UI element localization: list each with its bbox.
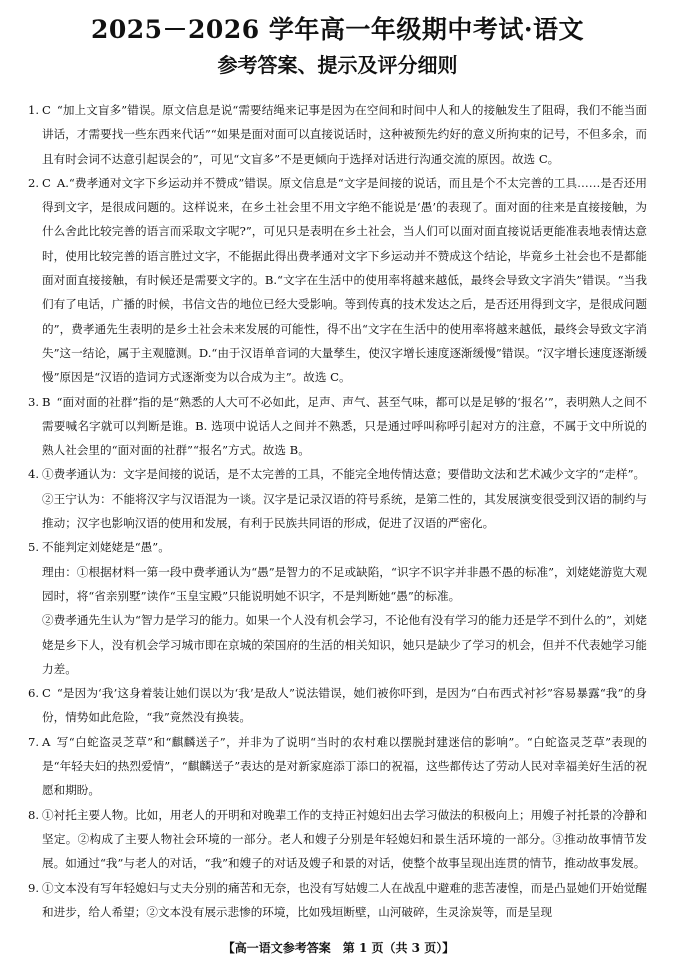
item-number: 2. bbox=[28, 175, 40, 190]
answer-item bbox=[28, 876, 647, 925]
item-explanation: ①衬托主要人物。比如，用老人的开明和对晚辈工作的支持正衬媳妇出去学习做法的积极向上；用嫂子衬托景的冷静和坚定。②构成了主要人物社会环境的一部分。老人和嫂子分别是年轻媳妇和景生活环境的一部分。③推动故事情节发展。如通过“我”与老人的对话，“我”和嫂子的对话及嫂子和景的对话，使整个故事呈现出连贯的情节，推动故事发展。 bbox=[42, 807, 647, 871]
answer-item bbox=[28, 535, 647, 559]
item-answer-letter: C bbox=[42, 175, 51, 190]
item-sub-paragraph: ②费孝通先生认为“智力是学习的能力。如果一个人没有机会学习，不论他有没有学习的能力还是学不到什么的”，刘姥姥是乡下人，没有机会学习城市即在京城的荣国府的生活的相关知识，她只是缺少了学习的机会，但并不代表她学习能力差。 bbox=[42, 613, 647, 676]
answer-item bbox=[28, 681, 647, 730]
answer-item bbox=[28, 803, 647, 876]
page-footer: 【高一语文参考答案 第 1 页（共 3 页）】 bbox=[222, 941, 455, 955]
page-subtitle: 参考答案、提示及评分细则 bbox=[217, 53, 458, 77]
item-sub-paragraph: 理由：①根据材料一第一段中费孝通认为“愚”是智力的不足或缺陷，“识字不识字并非愚不愚的标准”，刘姥姥游览大观园时，将“省亲别墅”读作“玉皇宝殿”只能说明她不识字，不是判断她“愚”的标准。 bbox=[42, 564, 647, 603]
item-number: 4. bbox=[28, 467, 40, 482]
item-explanation: 不能判定刘姥姥是“愚”。 bbox=[42, 540, 170, 555]
item-explanation: “是因为‘我’这身着装让她们误以为‘我’是敌人”说法错误，她们被你吓到，是因为“白布西式衬衫”容易暴露“我”的身份，情势如此危险，“我”竟然没有换装。 bbox=[42, 686, 647, 725]
item-number: 6. bbox=[28, 686, 40, 701]
item-number: 7. bbox=[28, 734, 40, 749]
item-number: 3. bbox=[28, 394, 40, 409]
item-answer-letter: B bbox=[42, 394, 51, 409]
item-explanation: ①费孝通认为：文字是间接的说话，是不太完善的工具，不能完全地传情达意；要借助文法和艺术减少文字的“走样”。 bbox=[42, 467, 646, 482]
item-explanation: A.“费孝通对文字下乡运动并不赞成”错误。原文信息是“文字是间接的说话，而且是个不太完善的工具……是否还用得到文字，是很成问题的。这样说来，在乡土社会里不用文字绝不能说是‘愚’的表现了。面对面的往来是直接接触，为什么舍此比较完善的语言而采取文字呢?”，可见只是表明在乡土社会，当人们可以面对面直接说话更能准表地表情达意时，使用比较完善的语言胜过文字，不能据此得出费孝通对文字下乡运动并不赞成这个结论，毕竟乡土社会也不是都能面对面直接接触，有时候还是需要文字的。B.“文字在生活中的使用率将越来越低，最终会导致文字消失”错误。“当我们有了电话，广播的时候，书信文告的地位已经大受影响。等到传真的技术发达之后，是否还用得到文字，是很成问题的”，费孝通先生表明的是乡土社会未来发展的可能性，得不出“文字在生活中的使用率将越来越低，最终会导致文字消失”这一结论，属于主观臆测。D.“由于汉语单音词的大量孳生，使汉字增长速度逐渐缓慢”错误。“汉字增长速度逐渐缓慢”原因是“汉语的造词方式逐渐变为以合成为主”。故选 C。 bbox=[42, 175, 647, 385]
item-number: 1. bbox=[28, 103, 40, 117]
answer-item bbox=[28, 98, 647, 171]
page-title: 2025－2026 学年高一年级期中考试·语文 bbox=[90, 15, 585, 44]
answer-item bbox=[28, 390, 647, 463]
answer-item bbox=[28, 462, 647, 486]
item-number: 9. bbox=[28, 880, 40, 895]
item-number: 8. bbox=[28, 807, 40, 822]
answer-list bbox=[28, 98, 647, 924]
item-answer-letter: C bbox=[42, 103, 51, 117]
item-explanation: “面对面的社群”指的是“熟悉的人大可不必如此，足声、声气、甚至气味，都可以是足够的‘报名’”，表明熟人之间不需要喊名字就可以判断是谁。B. 选项中说话人之间并不熟悉，只是通过呼叫称呼引起对方的注意，不属于文中所说的熟人社会里的“面对面的社群”“报名”方式。故选 B。 bbox=[42, 394, 647, 458]
item-explanation: ①文本没有写年轻媳妇与丈夫分别的痛苦和无奈，也没有写姑嫂二人在战乱中避难的悲苦凄惶，而是凸显她们开始觉醒和进步，给人希望；②文本没有展示悲惨的环境，比如残垣断壁，山河破碎，生灵涂炭等，而是呈现 bbox=[42, 880, 647, 919]
item-explanation: 写“白蛇盗灵芝草”和“麒麟送子”，并非为了说明“当时的农村难以摆脱封建迷信的影响”。“白蛇盗灵芝草”表现的是“年轻夫妇的热烈爱情”，“麒麟送子”表达的是对新家庭添丁添口的祝福，这些都传达了劳动人民对幸福美好生活的祝愿和期盼。 bbox=[42, 734, 647, 798]
item-explanation: “加上文盲多”错误。原文信息是说“需要结绳来记事是因为在空间和时间中人和人的接触发生了阻碍，我们不能当面讲话，才需要找一些东西来代话”“如果是面对面可以直接说话时，这种被预先约好的意义所拘束的记号，不但多余，而且有时会词不达意引起误会的”，可见“文盲多”不是更倾向于选择对话进行沟通交流的原因。故选 C。 bbox=[42, 103, 647, 166]
item-answer-letter: A bbox=[42, 734, 51, 749]
item-answer-letter: C bbox=[42, 686, 51, 701]
answer-item bbox=[28, 730, 647, 803]
answer-item bbox=[28, 171, 647, 390]
item-number: 5. bbox=[28, 540, 40, 555]
item-sub-paragraph: ②王宁认为：不能将汉字与汉语混为一谈。汉字是记录汉语的符号系统，是第二性的，其发展演变很受到汉语的制约与推动；汉字也影响汉语的使用和发展，有利于民族共同语的形成，促进了汉语的严密化。 bbox=[42, 491, 647, 531]
